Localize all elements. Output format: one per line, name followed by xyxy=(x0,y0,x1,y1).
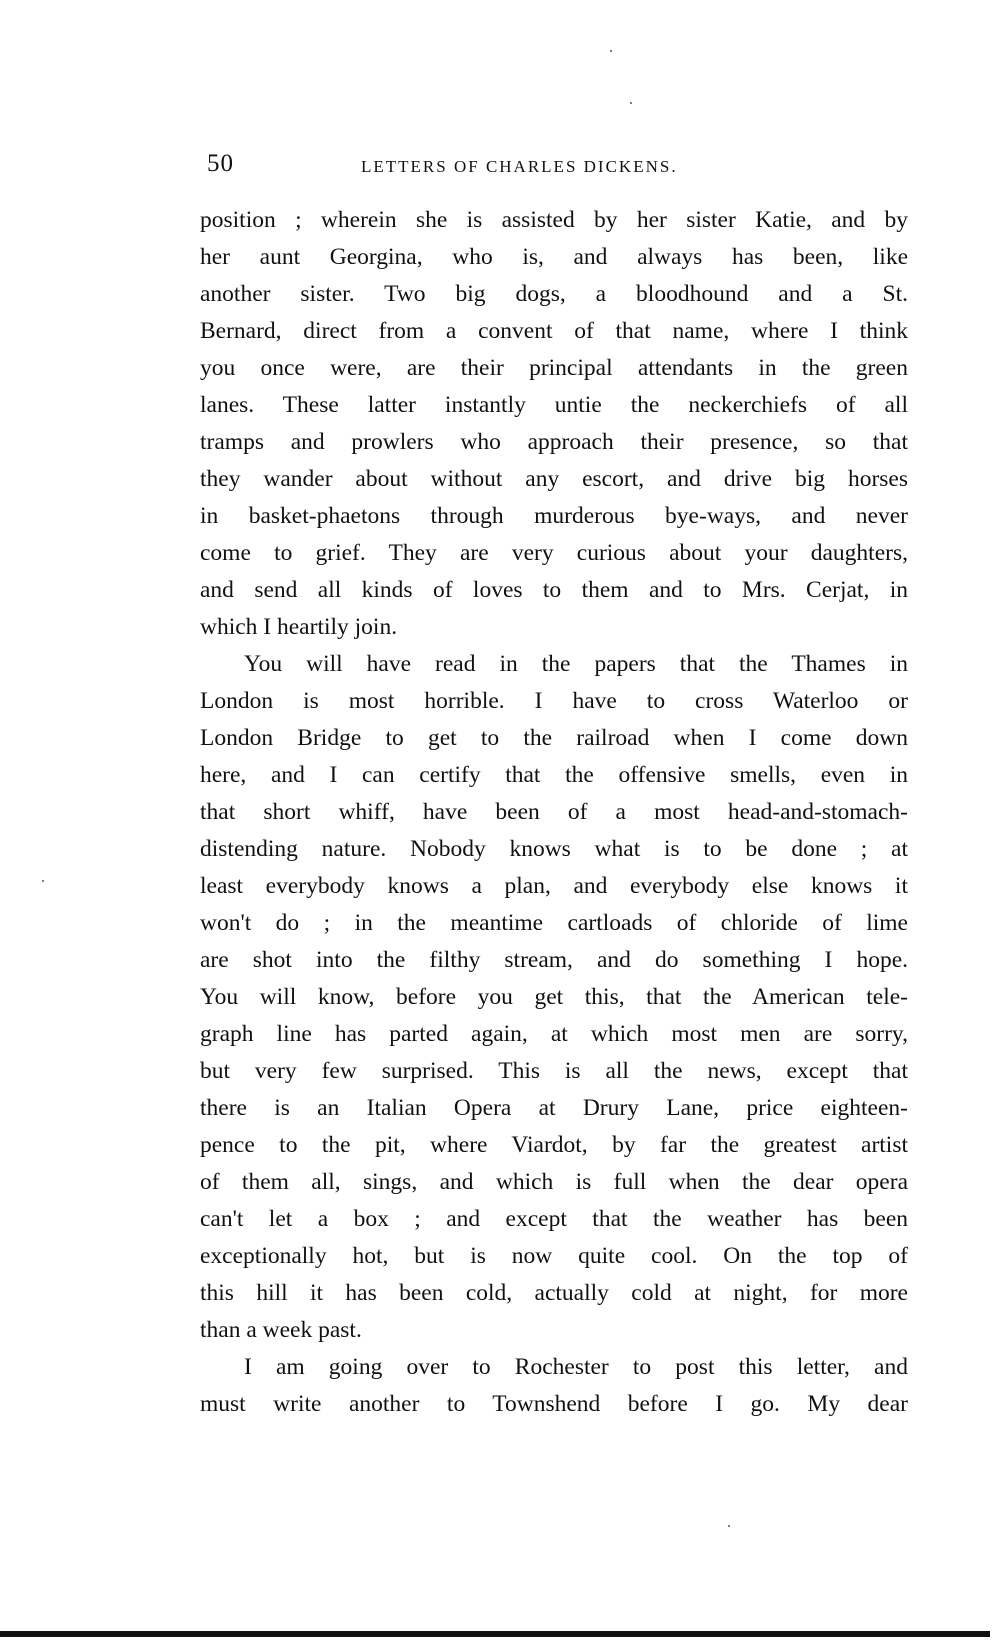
text-line: Bernard, direct from a convent of that name, where I think xyxy=(200,318,908,344)
paper-speck xyxy=(728,1525,730,1527)
text-line: there is an Italian Opera at Drury Lane, price eighteen- xyxy=(200,1095,908,1121)
paper-speck xyxy=(42,880,44,882)
text-line: they wander about without any escort, and drive big horses xyxy=(200,466,908,492)
running-head: LETTERS OF CHARLES DICKENS. xyxy=(361,157,678,176)
text-line: pence to the pit, where Viardot, by far the greatest artist xyxy=(200,1132,908,1158)
text-line: lanes. These latter instantly untie the neckerchiefs of all xyxy=(200,392,908,418)
text-line: you once were, are their principal attendants in the green xyxy=(200,355,908,381)
text-line: this hill it has been cold, actually cold at night, for more xyxy=(200,1280,908,1306)
text-line: You will know, before you get this, that the American tele- xyxy=(200,984,908,1010)
text-line: can't let a box ; and except that the weather has been xyxy=(200,1206,908,1232)
text-line: and send all kinds of loves to them and to Mrs. Cerjat, in xyxy=(200,577,908,603)
text-line: another sister. Two big dogs, a bloodhound and a St. xyxy=(200,281,908,307)
text-line: in basket-phaetons through murderous bye-ways, and never xyxy=(200,503,908,529)
text-line: position ; wherein she is assisted by her sister Katie, and by xyxy=(200,207,908,233)
text-line: exceptionally hot, but is now quite cool. On the top of xyxy=(200,1243,908,1269)
text-line: of them all, sings, and which is full when the dear opera xyxy=(200,1169,908,1195)
paper-speck xyxy=(610,50,612,52)
text-line: tramps and prowlers who approach their presence, so that xyxy=(200,429,908,455)
text-line: are shot into the filthy stream, and do something I hope. xyxy=(200,947,908,973)
text-line: than a week past. xyxy=(200,1317,362,1343)
text-line: graph line has parted again, at which most men are sorry, xyxy=(200,1021,908,1047)
text-line: which I heartily join. xyxy=(200,614,398,640)
text-line: here, and I can certify that the offensive smells, even in xyxy=(200,762,908,788)
text-line: must write another to Townshend before I go. My dear xyxy=(200,1391,908,1417)
bottom-rule xyxy=(0,1631,990,1637)
text-line: You will have read in the papers that the Thames in xyxy=(244,651,908,677)
text-line: London is most horrible. I have to cross Waterloo or xyxy=(200,688,908,714)
text-line: I am going over to Rochester to post this letter, and xyxy=(244,1354,908,1380)
text-line: that short whiff, have been of a most head-and-stomach- xyxy=(200,799,908,825)
text-line: come to grief. They are very curious about your daughters, xyxy=(200,540,908,566)
text-line: won't do ; in the meantime cartloads of chloride of lime xyxy=(200,910,908,936)
text-line: but very few surprised. This is all the news, except that xyxy=(200,1058,908,1084)
text-line: her aunt Georgina, who is, and always has been, like xyxy=(200,244,908,270)
page-number: 50 xyxy=(207,150,234,177)
text-line: London Bridge to get to the railroad when I come down xyxy=(200,725,908,751)
text-line: least everybody knows a plan, and everybody else knows it xyxy=(200,873,908,899)
text-line: distending nature. Nobody knows what is to be done ; at xyxy=(200,836,908,862)
paper-speck xyxy=(630,102,632,104)
page-header xyxy=(207,150,905,186)
